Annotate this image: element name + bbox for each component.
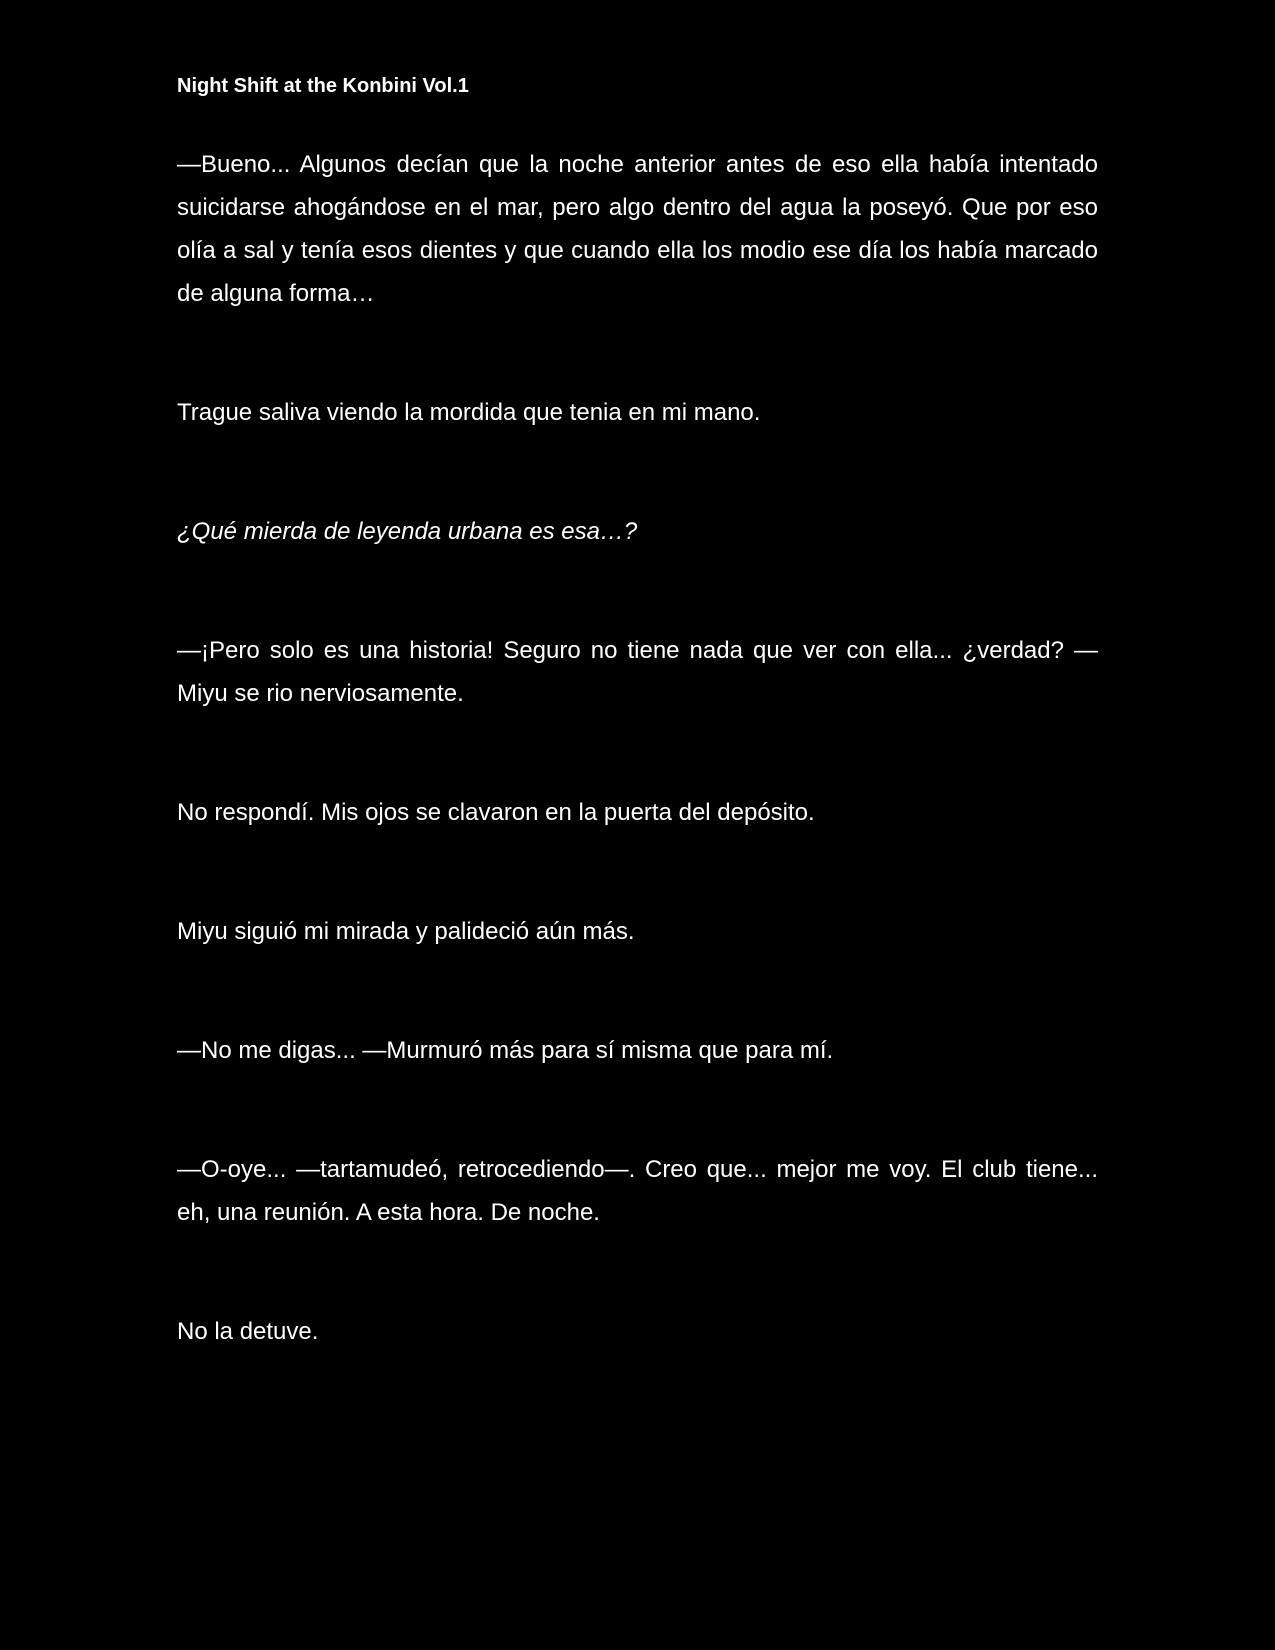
paragraph-6: Miyu siguió mi mirada y palideció aún más. [177, 918, 635, 945]
paragraph-gap [177, 553, 1098, 629]
paragraph-2: Trague saliva viendo la mordida que tenia en mi mano. [177, 399, 761, 426]
paragraph-gap [177, 434, 1098, 510]
paragraph-gap [177, 834, 1098, 910]
paragraph-gap [177, 315, 1098, 391]
document-page [177, 0, 1098, 1650]
paragraph-1: —Bueno... Algunos decían que la noche anterior antes de eso ella había intentado suicidarse ahogándose en el mar, pero algo dentro del agua la poseyó. Que por eso olía a sal y tenía esos dientes y que cuando ella los modio ese día los había marcado de alguna forma… [177, 151, 1098, 307]
running-header: Night Shift at the Konbini Vol.1 [177, 75, 469, 97]
paragraph-9: No la detuve. [177, 1318, 319, 1345]
paragraph-gap [177, 953, 1098, 1029]
paragraph-gap [177, 715, 1098, 791]
paragraph-gap [177, 1234, 1098, 1310]
paragraph-3-thought: ¿Qué mierda de leyenda urbana es esa…? [177, 518, 638, 545]
paragraph-7: —No me digas... —Murmuró más para sí misma que para mí. [177, 1037, 834, 1064]
paragraph-5: No respondí. Mis ojos se clavaron en la puerta del depósito. [177, 799, 815, 826]
paragraph-8: —O-oye... —tartamudeó, retrocediendo—. Creo que... mejor me voy. El club tiene... eh, una reunión. A esta hora. De noche. [177, 1156, 1098, 1226]
paragraph-gap [177, 1072, 1098, 1148]
paragraph-4: —¡Pero solo es una historia! Seguro no tiene nada que ver con ella... ¿verdad? —Miyu se rio nerviosamente. [177, 637, 1098, 707]
body-text [177, 143, 1098, 1353]
